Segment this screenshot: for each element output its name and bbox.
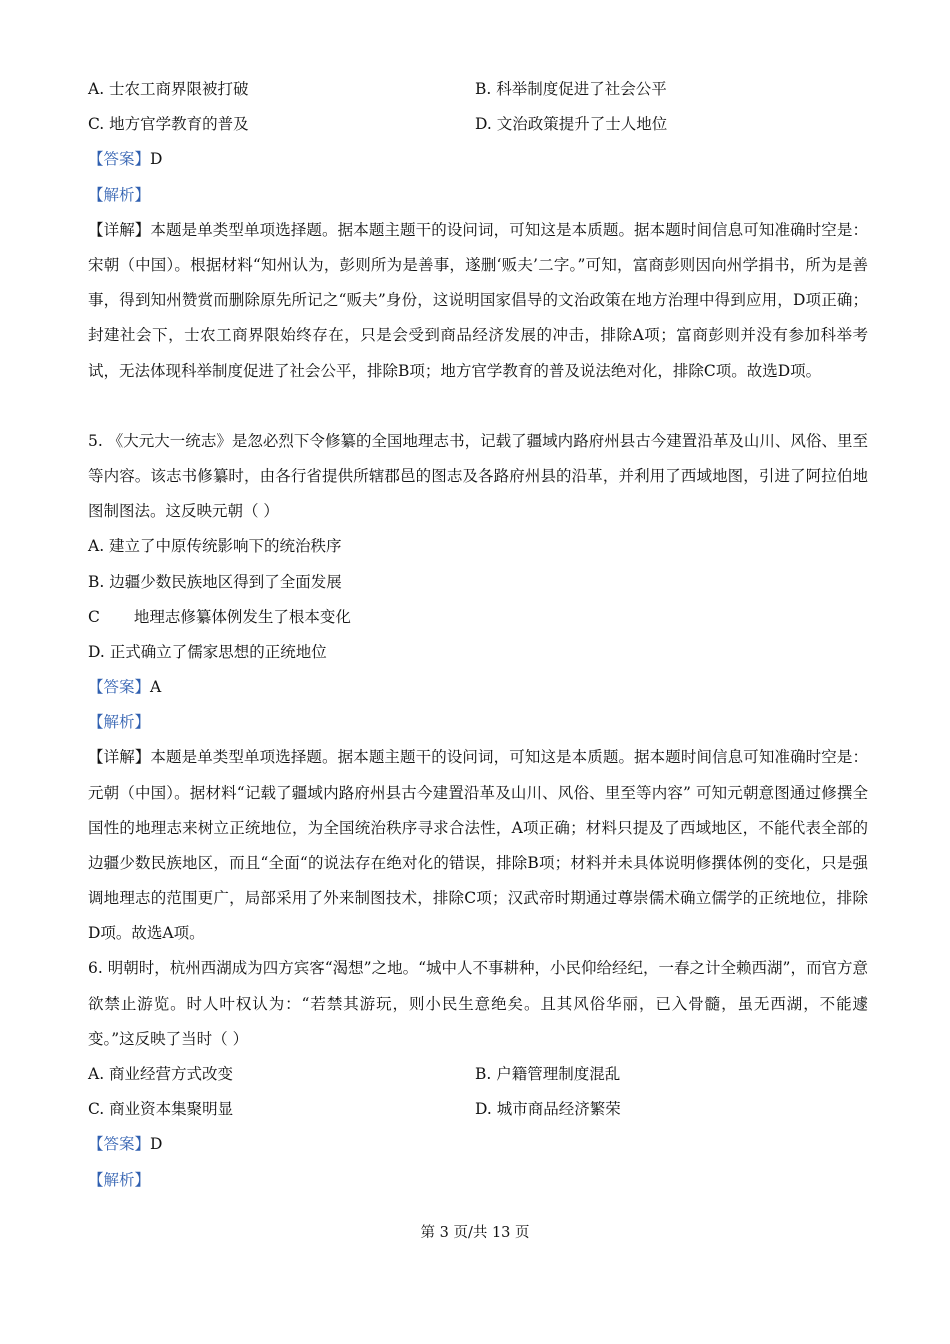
q4-options-row-1 (88, 72, 868, 107)
q4-detail-text: 本题是单类型单项选择题。据本题主题干的设问词，可知这是本质题。据本题时间信息可知准确时空是：宋朝（中国）。根据材料“知州认为，彭则所为是善事，遂删‘贩夫’二字。”可知，富商彭则因向州学捐书，所为是善事，得到知州赞赏而删除原先所记之“贩夫”身份，这说明国家倡导的文治政策在地方治理中得到应用，D项正确；封建社会下，士农工商界限始终存在，只是会受到商品经济发展的冲击，排除A项；富商彭则并没有参加科举考试，无法体现科举制度促进了社会公平，排除B项；地方官学教育的普及说法绝对化，排除C项。故选D项。 (88, 220, 868, 380)
q6-answer-value: D (150, 1135, 163, 1154)
q4-option-b: B. 科举制度促进了社会公平 (475, 80, 667, 98)
document-page (88, 72, 868, 1198)
q4-analysis-label: 【解析】 (88, 185, 151, 204)
q6-option-d: D. 城市商品经济繁荣 (475, 1100, 621, 1119)
q6-analysis (88, 1163, 868, 1198)
q5-option-a: A. 建立了中原传统影响下的统治秩序 (88, 537, 342, 556)
q6-answer (88, 1127, 868, 1162)
q6-options-row-1 (88, 1057, 868, 1092)
q5-answer-value: A (150, 678, 162, 697)
q5-stem: 5. 《大元大一统志》是忽必烈下令修纂的全国地理志书，记载了疆域内路府州县古今建置沿革及山川、风俗、里至等内容。该志书修纂时，由各行省提供所辖郡邑的图志及各路府州县的沿革，并利用了西域地图，引进了阿拉伯地图制图法。这反映元朝（ ） (88, 431, 868, 521)
q6-option-a: A. 商业经营方式改变 (88, 1065, 234, 1084)
q5-answer (88, 670, 868, 705)
q4-analysis (88, 178, 868, 213)
q5-detail (88, 740, 868, 951)
q5-answer-label: 【答案】 (88, 678, 151, 697)
q5-analysis-label: 【解析】 (88, 713, 151, 732)
page-footer: 第 3 页/共 13 页 (420, 1225, 530, 1241)
q5-analysis (88, 705, 868, 740)
q6-analysis-label: 【解析】 (88, 1170, 151, 1189)
q5-option-c-letter: C (88, 607, 100, 626)
q5-detail-text: 本题是单类型单项选择题。据本题主题干的设问词，可知这是本质题。据本题时间信息可知准确时空是：元朝（中国）。据材料“记载了疆域内路府州县古今建置沿革及山川、风俗、里至等内容” 可知元朝意图通过修撰全国性的地理志来树立正统地位，为全国统治秩序寻求合法性，A项正确；材料只提及了西域地区，不能代表全部的边疆少数民族地区，而且“全面“的说法存在绝对化的错误，排除B项；材料并未具体说明修撰体例的变化，只是强调地理志的范围更广，局部采用了外来制图技术，排除C项；汉武帝时期通过尊崇儒术确立儒学的正统地位，排除D项。故选A项。 (88, 748, 868, 943)
q4-options-row-2 (88, 107, 868, 142)
q6-options-row-2 (88, 1092, 868, 1127)
q5-detail-label: 【详解】 (88, 748, 151, 767)
q4-option-a: A. 士农工商界限被打破 (88, 80, 249, 98)
q6-stem: 6. 明朝时，杭州西湖成为四方宾客“渴想”之地。“城中人不事耕种，小民仰给经纪，一春之计全赖西湖”，而官方意欲禁止游览。时人叶权认为：“若禁其游玩，则小民生意绝矣。且其风俗华丽，已入骨髓，虽无西湖，不能遽变。”这反映了当时（ ） (88, 959, 868, 1048)
q5-option-c-text: 地理志修纂体例发生了根本变化 (133, 607, 351, 626)
q5-option-c (88, 600, 868, 635)
q5-option-d: D. 正式确立了儒家思想的正统地位 (88, 642, 327, 661)
q6-answer-label: 【答案】 (88, 1135, 151, 1154)
q4-option-d: D. 文治政策提升了士人地位 (475, 115, 668, 134)
q4-detail (88, 213, 868, 424)
q4-answer-value: D (150, 150, 163, 169)
q6-option-b: B. 户籍管理制度混乱 (475, 1065, 621, 1084)
q4-detail-label: 【详解】 (88, 220, 151, 239)
q4-answer-label: 【答案】 (88, 150, 151, 169)
q5-option-b: B. 边疆少数民族地区得到了全面发展 (88, 572, 342, 591)
q4-option-c: C. 地方官学教育的普及 (88, 115, 249, 134)
q4-answer (88, 142, 868, 177)
q6-option-c: C. 商业资本集聚明显 (88, 1100, 234, 1119)
